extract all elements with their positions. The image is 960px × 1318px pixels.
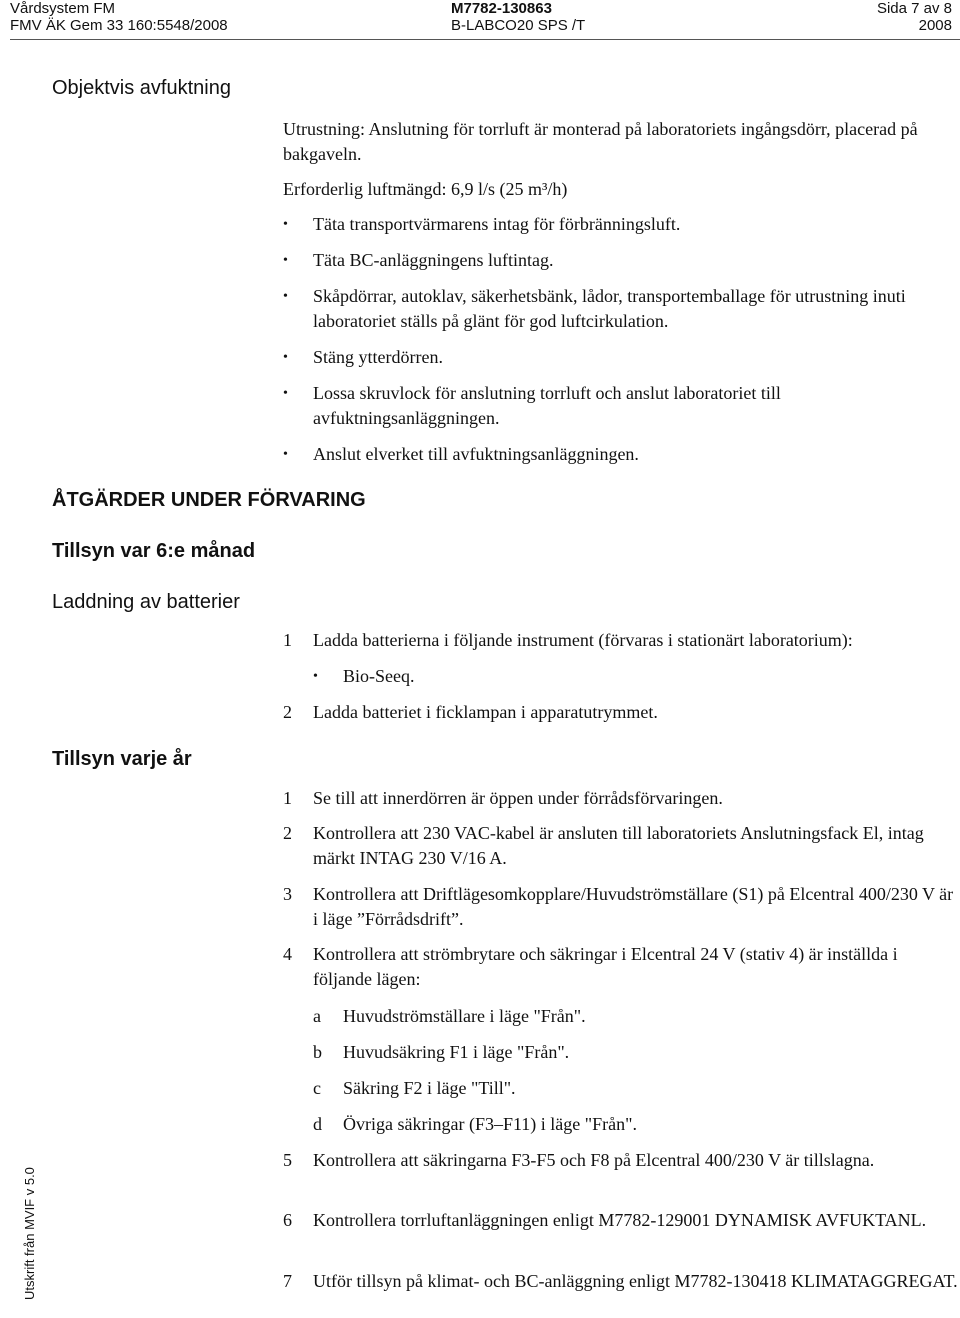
bullet-marker: • [283, 350, 288, 365]
heading-atgarder-under-forvaring: ÅTGÄRDER UNDER FÖRVARING [52, 489, 366, 511]
substep-text: Säkring F2 i läge "Till". [343, 1078, 516, 1098]
bullet-marker: • [283, 289, 288, 304]
page-header [0, 0, 960, 40]
list-item-text: Skåpdörrar, autoklav, säkerhetsbänk, lådor, transportemballage för utrustning inuti laboratoriet ställs på glänt för god luftcirkulation. [313, 286, 906, 331]
step-text: Ladda batteriet i ficklampan i apparatutrymmet. [313, 702, 658, 722]
header-document-ref: FMV ÄK Gem 33 160:5548/2008 [10, 17, 228, 34]
list-item-text: Anslut elverket till avfuktningsanläggningen. [313, 444, 639, 464]
step-number: 7 [283, 1271, 292, 1291]
step-number: 3 [283, 884, 292, 904]
step-text: Se till att innerdörren är öppen under förrådsförvaringen. [313, 788, 723, 808]
substep-letter: b [313, 1042, 322, 1062]
step-text: Kontrollera att 230 VAC-kabel är ansluten till laboratoriets Anslutningsfack El, intag märkt INTAG 230 V/16 A. [313, 823, 924, 868]
step-text: Kontrollera att säkringarna F3-F5 och F8 på Elcentral 400/230 V är tillslagna. [313, 1150, 875, 1170]
substep-text: Huvudsäkring F1 i läge "Från". [343, 1042, 570, 1062]
step-text: Kontrollera att Driftlägesomkopplare/Huvudströmställare (S1) på Elcentral 400/230 V är i läge ”Förrådsdrift”. [313, 884, 954, 929]
bullet-marker: • [313, 669, 318, 684]
step-number: 2 [283, 823, 292, 843]
header-divider [10, 39, 960, 40]
header-doc-number: M7782-130863 [451, 0, 552, 17]
step-text: Utför tillsyn på klimat- och BC-anläggning enligt M7782-130418 KLIMATAGGREGAT. [313, 1271, 958, 1291]
substep-letter: c [313, 1078, 321, 1098]
step-number: 6 [283, 1210, 292, 1230]
list-item-text: Stäng ytterdörren. [313, 347, 443, 367]
heading-laddning-av-batterier: Laddning av batterier [52, 591, 240, 613]
bullet-marker: • [283, 386, 288, 401]
step-number: 1 [283, 788, 292, 808]
substep-text: Övriga säkringar (F3–F11) i läge "Från". [343, 1114, 637, 1134]
heading-tillsyn-6-manad: Tillsyn var 6:e månad [52, 540, 256, 562]
bullet-marker: • [283, 217, 288, 232]
substep-letter: d [313, 1114, 322, 1134]
step-text: Kontrollera att strömbrytare och säkringar i Elcentral 24 V (stativ 4) är inställda i följande lägen: [313, 944, 898, 989]
substep-text: Huvudströmställare i läge "Från". [343, 1006, 586, 1026]
list-item-text: Täta BC-anläggningens luftintag. [313, 250, 554, 270]
heading-objektvis-avfuktning: Objektvis avfuktning [52, 77, 231, 99]
header-page-number: Sida 7 av 8 [876, 0, 952, 17]
paragraph-air-volume: Erforderlig luftmängd: 6,9 l/s (25 m³/h) [283, 179, 568, 199]
step-number: 4 [283, 944, 292, 964]
bullet-marker: • [283, 447, 288, 462]
step-number: 2 [283, 702, 292, 722]
header-system: Vårdsystem FM [10, 0, 116, 17]
paragraph-equipment: Utrustning: Anslutning för torrluft är monterad på laboratoriets ingångsdörr, placerad på bakgaveln. [283, 119, 918, 164]
list-item-text: Bio-Seeq. [343, 666, 415, 686]
substep-letter: a [313, 1006, 321, 1026]
list-item-text: Täta transportvärmarens intag för förbränningsluft. [313, 214, 681, 234]
list-item-text: Lossa skruvlock för anslutning torrluft och anslut laboratoriet till avfuktningsanläggningen. [313, 383, 781, 428]
step-number: 1 [283, 630, 292, 650]
step-number: 5 [283, 1150, 292, 1170]
step-text: Ladda batterierna i följande instrument (förvaras i stationärt laboratorium): [313, 630, 853, 650]
step-text: Kontrollera torrluftanläggningen enligt M7782-129001 DYNAMISK AVFUKTANL. [313, 1210, 927, 1230]
sidebar-print-note: Utskrift från MVIF v 5.0 [22, 1167, 37, 1300]
bullet-marker: • [283, 253, 288, 268]
heading-tillsyn-varje-ar: Tillsyn varje år [52, 748, 192, 770]
header-year: 2008 [918, 17, 952, 34]
header-product: B-LABCO20 SPS /T [451, 17, 586, 34]
